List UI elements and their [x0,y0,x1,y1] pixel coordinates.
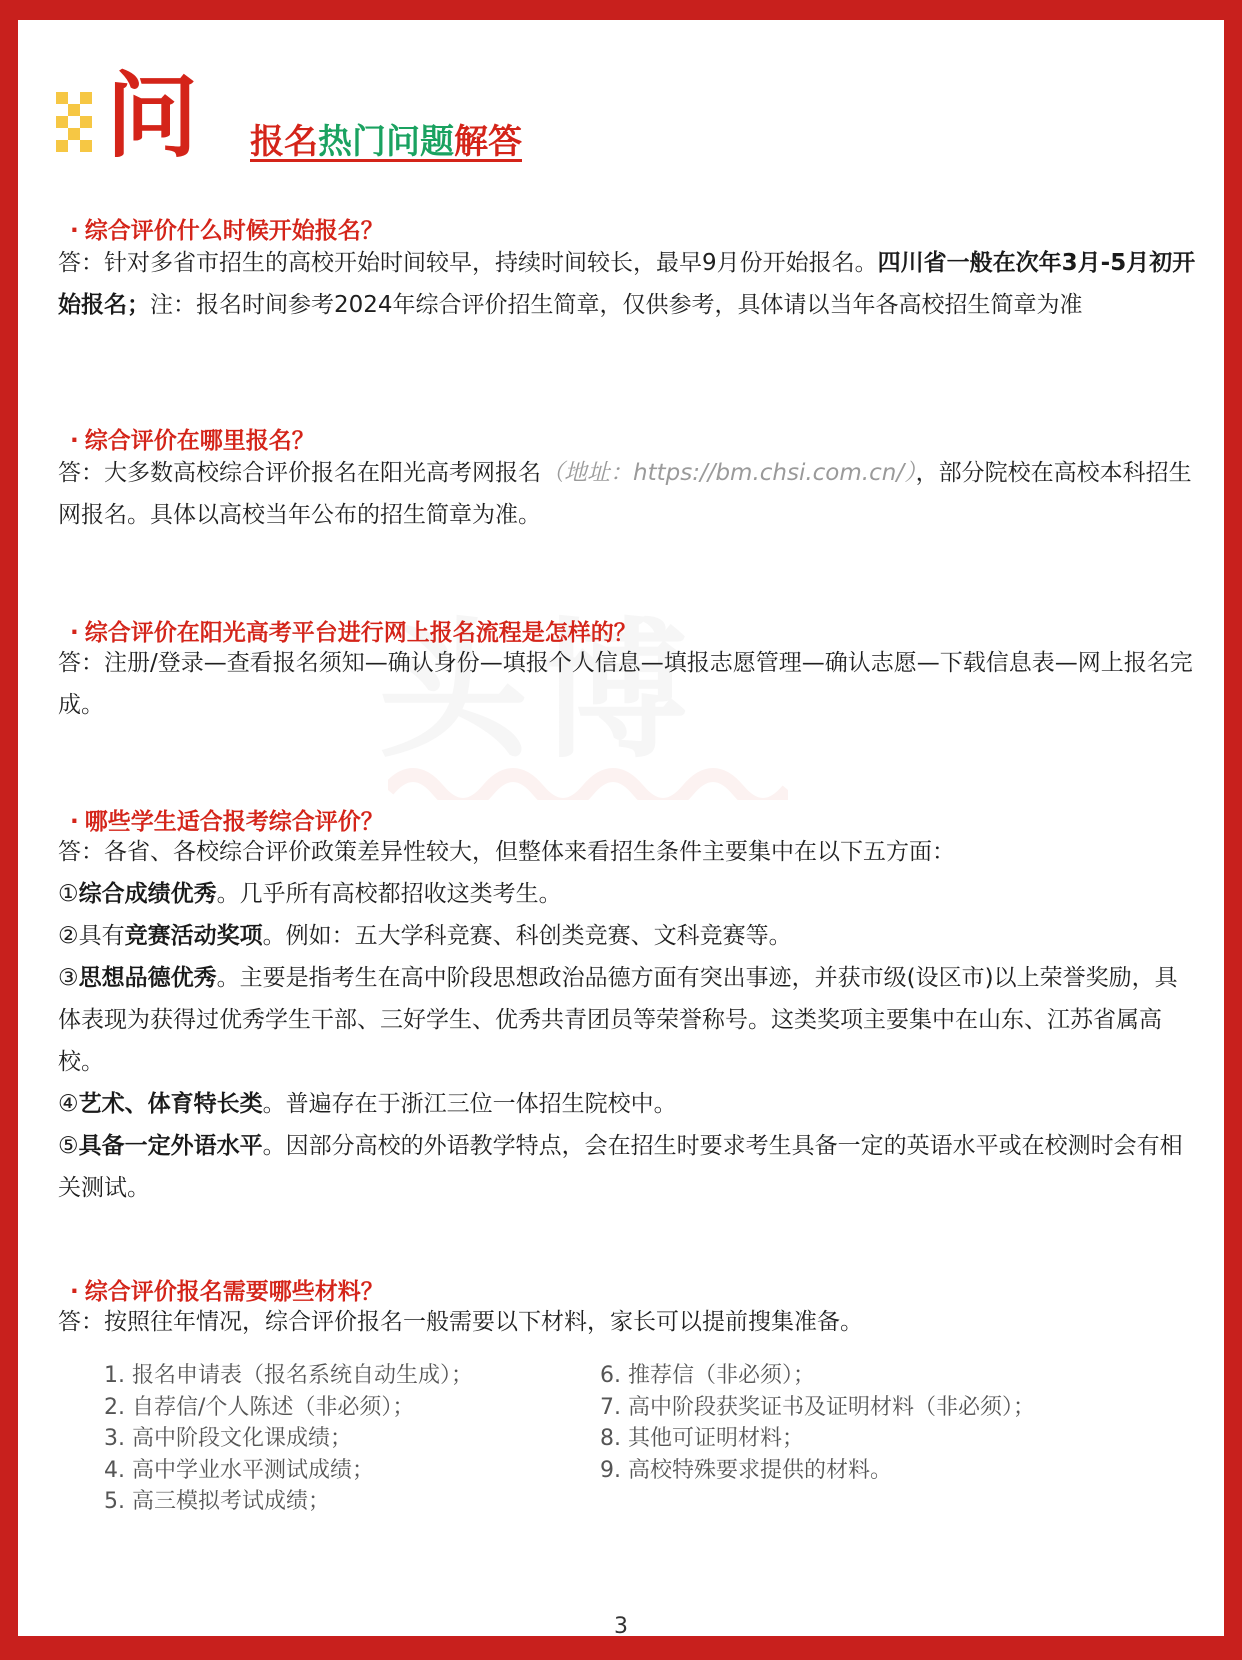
title-part-1: 报名 [250,122,318,162]
condition-item-1: ①综合成绩优秀。几乎所有高校都招收这类考生。 [58,881,562,907]
faq-answer-2: 答：大多数高校综合评价报名在阳光高考网报名（地址：https://bm.chsi.com.cn/），部分院校在高校本科招生网报名。具体以高校当年公布的招生简章为准。 [58,460,1192,528]
material-item: 9. 高校特殊要求提供的材料。 [600,1457,892,1483]
checker-decoration [56,92,92,156]
faq-answer-1: 答：针对多省市招生的高校开始时间较早，持续时间较长，最早9月份开始报名。四川省一般在次年3月-5月初开始报名；注：报名时间参考2024年综合评价招生简章，仅供参考，具体请以当年各高校招生简章为准 [58,250,1196,318]
material-item: 5. 高三模拟考试成绩； [104,1489,330,1514]
material-item: 2. 自荐信/个人陈述（非必须）； [104,1394,415,1420]
condition-item-3: ③思想品德优秀。主要是指考生在高中阶段思想政治品德方面有突出事迹，并获市级(设区市)以上荣誉奖励，具体表现为获得过优秀学生干部、三好学生、优秀共青团员等荣誉称号。这类奖项主要集中在山东、江苏省属高校。 [58,965,1178,1075]
website-link[interactable]: （地址：https://bm.chsi.com.cn/） [541,460,916,486]
page-number: 3 [614,1614,628,1639]
condition-item-5: ⑤具备一定外语水平。因部分高校的外语教学特点，会在招生时要求考生具备一定的英语水平或在校测时会有相关测试。 [58,1133,1183,1201]
material-item: 1. 报名申请表（报名系统自动生成）； [104,1363,473,1388]
page-card [18,20,1224,1639]
faq-question-5: · 综合评价报名需要哪些材料？ [70,1279,384,1305]
material-item: 4. 高中学业水平测试成绩； [104,1457,374,1483]
material-item: 3. 高中阶段文化课成绩； [104,1426,352,1451]
material-item: 8. 其他可证明材料； [600,1426,804,1451]
material-item: 7. 高中阶段获奖证书及证明材料（非必须）； [600,1394,1035,1420]
faq-question-4: · 哪些学生适合报考综合评价？ [70,809,384,835]
answer-intro: 答：各省、各校综合评价政策差异性较大，但整体来看招生条件主要集中在以下五方面： [58,839,955,865]
materials-list-left [104,1360,473,1518]
faq-answer-3: 答：注册/登录—查看报名须知—确认身份—填报个人信息—填报志愿管理—确认志愿—下载信息表—网上报名完成。 [58,650,1193,718]
condition-item-2: ②具有竞赛活动奖项。例如：五大学科竞赛、科创类竞赛、文科竞赛等。 [58,923,792,949]
materials-list-right [600,1360,1035,1486]
faq-answer-5: 答：按照往年情况，综合评价报名一般需要以下材料，家长可以提前搜集准备。 [58,1309,863,1335]
faq-question-2: · 综合评价在哪里报名？ [70,428,315,454]
material-item: 6. 推荐信（非必须）； [600,1363,815,1388]
header-title [250,114,522,163]
title-part-3: 解答 [454,122,522,162]
title-part-2: 热门问题 [318,122,454,162]
faq-question-1: · 综合评价什么时候开始报名？ [70,218,384,244]
watermark-wave-icon [388,760,788,800]
faq-question-3: · 综合评价在阳光高考平台进行网上报名流程是怎样的？ [70,620,637,646]
condition-item-4: ④艺术、体育特长类。普遍存在于浙江三位一体招生院校中。 [58,1091,677,1117]
header-big-char: 问 [106,63,199,170]
faq-answer-4 [58,831,1198,1209]
